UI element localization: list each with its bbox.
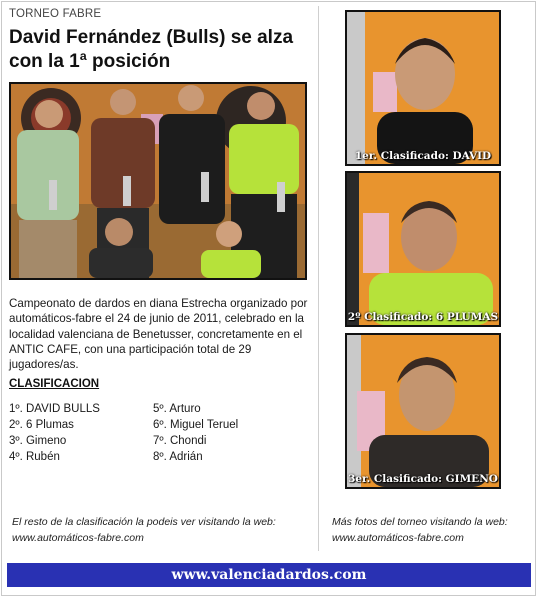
group-photo	[9, 82, 307, 280]
footer-link[interactable]: www.automáticos-fabre.com	[332, 532, 464, 544]
ranking-list-right	[153, 401, 238, 465]
second-place-caption: 2º Clasificado: 6 PLUMAS	[347, 311, 499, 323]
second-place-photo	[345, 171, 501, 327]
ranking-item: 4º. Rubén	[9, 451, 60, 463]
ranking-item: 7º. Chondi	[153, 435, 207, 447]
footer-note-text: Más fotos del torneo visitando la web:	[332, 516, 508, 528]
ranking-item: 3º. Gimeno	[9, 435, 67, 447]
footer-note-text: El resto de la clasificación la podeis ver visitando la web:	[12, 516, 276, 528]
classification-heading: CLASIFICACION	[9, 378, 100, 390]
ranking-item: 6º. Miguel Teruel	[153, 419, 239, 431]
column-divider	[318, 6, 319, 551]
first-place-caption: 1er. Clasificado: DAVID	[354, 150, 492, 162]
site-banner-link[interactable]: www.valenciadardos.com	[7, 563, 531, 587]
section-kicker: TORNEO FABRE	[9, 8, 102, 20]
ranking-item: 8º. Adrián	[153, 451, 203, 463]
ranking-list-left	[9, 401, 100, 465]
footer-note-right	[332, 514, 522, 546]
footer-link[interactable]: www.automáticos-fabre.com	[12, 532, 144, 544]
footer-note-left	[12, 514, 302, 546]
article-intro: Campeonato de dardos en diana Estrecha organizado por automáticos-fabre el 24 de junio de 2011, celebrado en la localidad valenciana de Benetusser, concretamente en el ANTIC CAFE, con una participación total de 29 jugadores/as.	[9, 297, 308, 372]
ranking-item: 5º. Arturo	[153, 403, 201, 415]
ranking-item: 2º. 6 Plumas	[9, 419, 74, 431]
article-headline: David Fernández (Bulls) se alza con la 1ª posición	[9, 27, 294, 72]
ranking-item: 1º. DAVID BULLS	[9, 403, 100, 415]
third-place-photo	[345, 333, 501, 489]
third-place-caption: 3er. Clasificado: GIMENO	[348, 473, 498, 485]
first-place-photo	[345, 10, 501, 166]
